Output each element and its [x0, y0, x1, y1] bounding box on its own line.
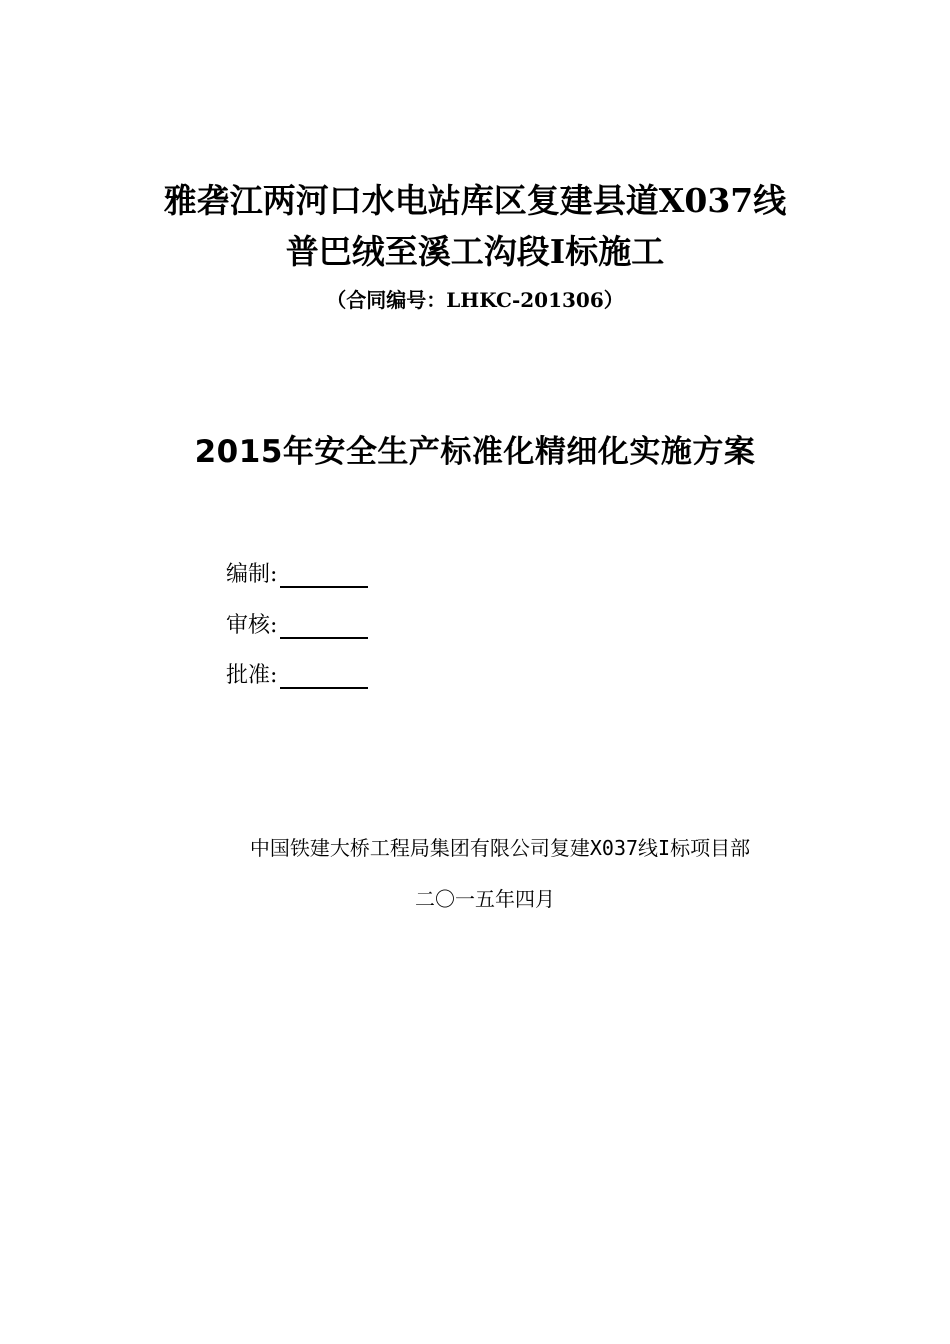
signature-row-compile	[226, 556, 368, 590]
approve-label: 批准:	[226, 663, 278, 688]
project-title-line-1: 雅砻江两河口水电站库区复建县道X037线	[163, 181, 787, 220]
project-title-line-2: 普巴绒至溪工沟段I标施工	[285, 232, 665, 271]
signature-row-approve	[226, 657, 368, 691]
compile-signature-line	[280, 560, 368, 588]
issue-date: 二〇一五年四月	[415, 887, 555, 911]
review-label: 审核:	[226, 613, 278, 638]
plan-title: 2015年安全生产标准化精细化实施方案	[194, 434, 756, 470]
contract-number: （合同编号：LHKC-201306）	[326, 288, 624, 312]
review-signature-line	[280, 611, 368, 639]
organization-name: 中国铁建大桥工程局集团有限公司复建X037线I标项目部	[249, 836, 751, 860]
approve-signature-line	[280, 661, 368, 689]
signature-row-review	[226, 607, 368, 641]
compile-label: 编制:	[226, 562, 278, 587]
